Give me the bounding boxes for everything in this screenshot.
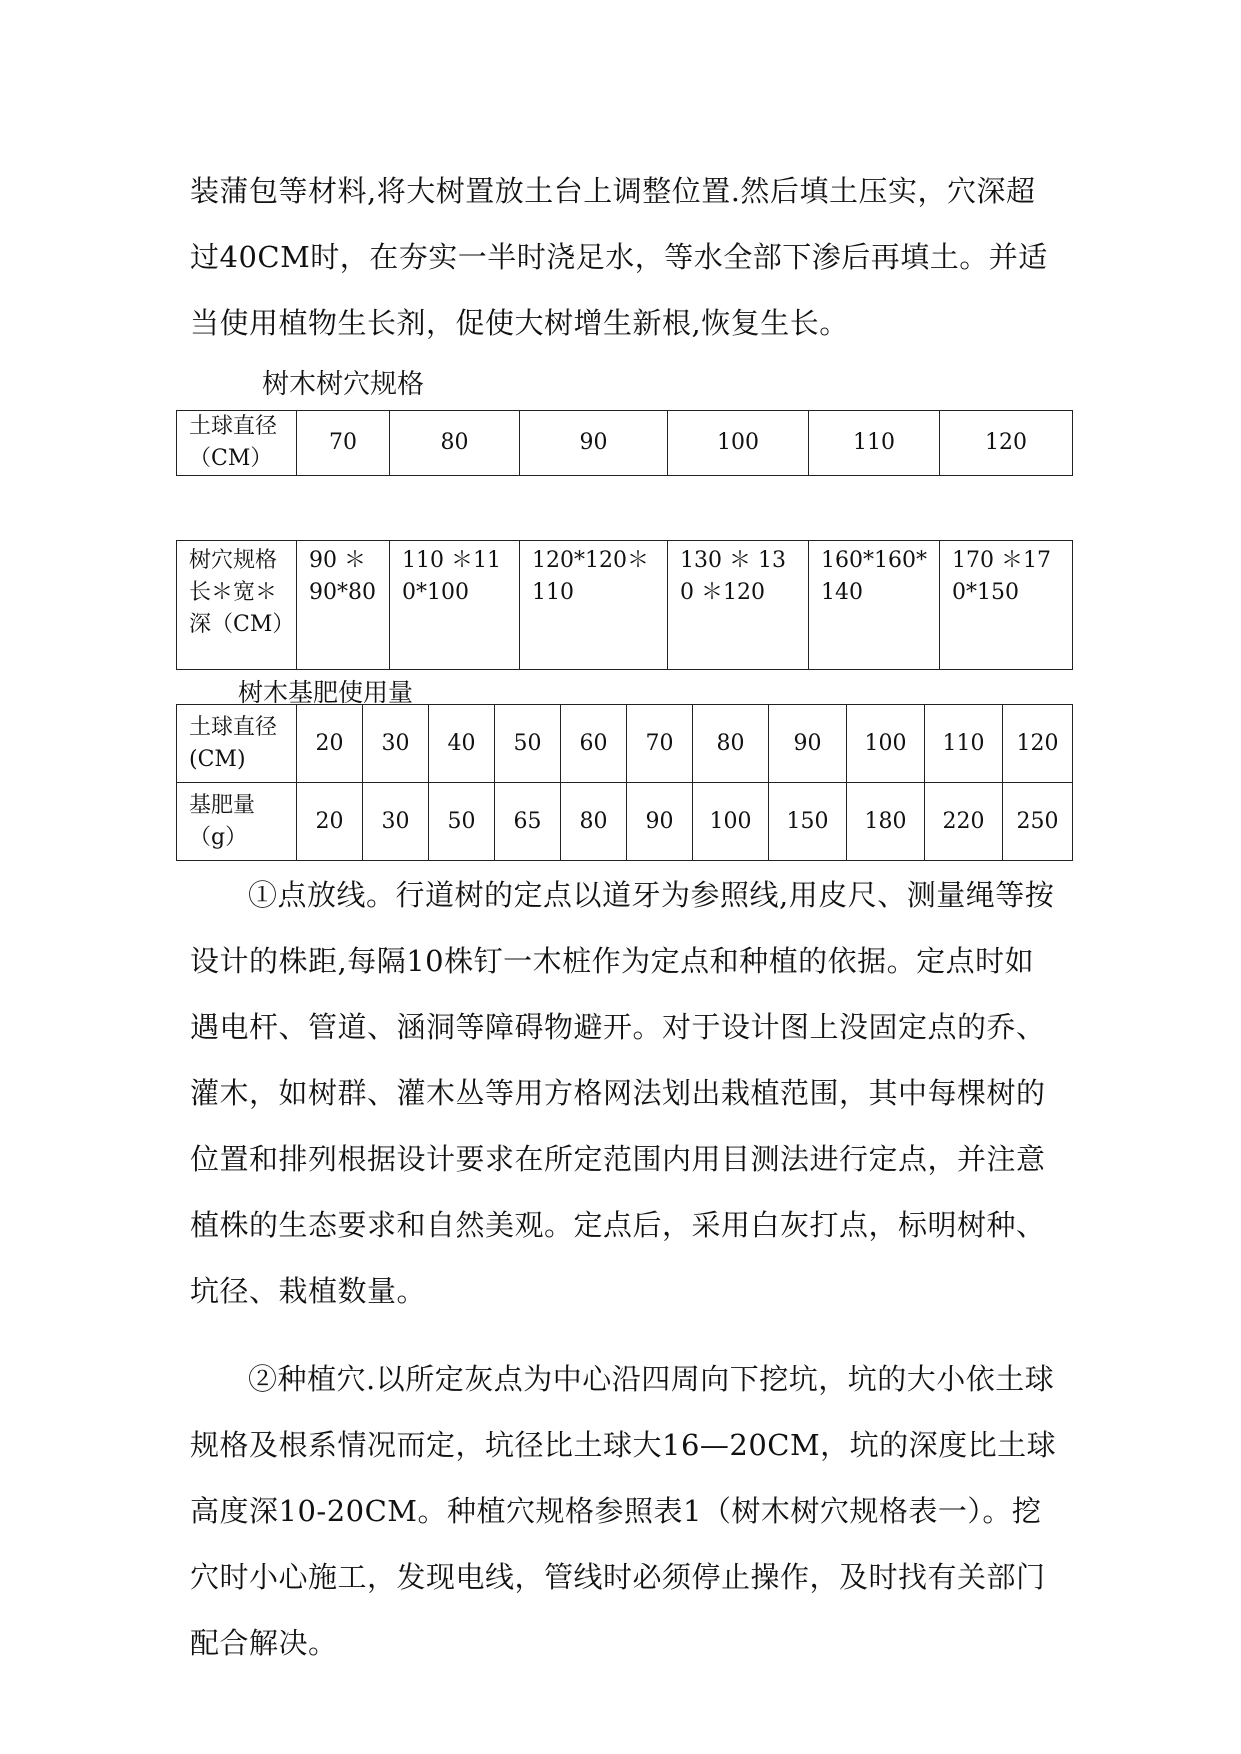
table-cell: 90	[627, 783, 693, 861]
table-cell: 170 ＊170*150	[940, 541, 1073, 670]
table-cell: 40	[429, 705, 495, 783]
table-cell: 120	[940, 411, 1073, 476]
table-cell: 110	[925, 705, 1003, 783]
table-cell: 90	[769, 705, 847, 783]
intro-paragraph: 装蒲包等材料,将大树置放土台上调整位置.然后填土压实，穴深超过40CM时，在夯实一半时浇足水，等水全部下渗后再填土。并适当使用植物生长剂，促使大树增生新根,恢复生长。	[190, 174, 1048, 340]
table-cell: 120	[1003, 705, 1073, 783]
table1-caption: 树木树穴规格	[262, 369, 424, 400]
table-cell: 60	[561, 705, 627, 783]
paragraph-staking: ①点放线。行道树的定点以道牙为参照线,用皮尺、测量绳等按设计的株距,每隔10株钉一木桩作为定点和种植的依据。定点时如遇电杆、管道、涵洞等障碍物避开。对于设计图上没固定点的乔、灌木，如树群、灌木丛等用方格网法划出栽植范围，其中每棵树的位置和排列根据设计要求在所定范围内用目测法进行定点，并注意植株的生态要求和自然美观。定点后，采用白灰打点，标明树种、坑径、栽植数量。	[190, 878, 1055, 1308]
table-cell: 80	[390, 411, 520, 476]
table-cell: 180	[847, 783, 925, 861]
table-cell: 20	[297, 783, 363, 861]
table-cell: 50	[429, 783, 495, 861]
table3-caption: 树木基肥使用量	[238, 678, 414, 707]
pit-spec-size-table	[176, 540, 1073, 670]
table-cell: 110	[809, 411, 940, 476]
table-row	[177, 783, 1073, 861]
table-cell: 90 ＊90*80	[297, 541, 390, 670]
table-cell: 100	[847, 705, 925, 783]
pit-size-label: 树穴规格长＊宽＊深（CM）	[177, 541, 297, 670]
table-cell: 20	[297, 705, 363, 783]
table-cell: 80	[561, 783, 627, 861]
table-cell: 50	[495, 705, 561, 783]
table-cell: 100	[693, 783, 769, 861]
table-cell: 110 ＊110*100	[390, 541, 520, 670]
table-cell: 120*120＊110	[520, 541, 668, 670]
table-cell: 160*160*140	[809, 541, 940, 670]
table-row	[177, 411, 1073, 476]
fertilizer-table	[176, 704, 1073, 861]
table-cell: 80	[693, 705, 769, 783]
table-cell: 90	[520, 411, 668, 476]
table-cell: 65	[495, 783, 561, 861]
ball-diameter-label: 土球直径（CM）	[177, 411, 297, 476]
ball-diameter-label: 土球直径(CM)	[177, 705, 297, 783]
table-cell: 130 ＊ 130 ＊120	[668, 541, 809, 670]
fertilizer-amount-label: 基肥量（g）	[177, 783, 297, 861]
table-row	[177, 705, 1073, 783]
table-cell: 30	[363, 783, 429, 861]
table-cell: 250	[1003, 783, 1073, 861]
table-cell: 150	[769, 783, 847, 861]
table-cell: 220	[925, 783, 1003, 861]
table-cell: 70	[297, 411, 390, 476]
pit-spec-ball-table	[176, 410, 1073, 476]
table-cell: 30	[363, 705, 429, 783]
paragraph-planting-pit: ②种植穴.以所定灰点为中心沿四周向下挖坑，坑的大小依土球规格及根系情况而定，坑径比土球大16—20CM，坑的深度比土球高度深10-20CM。种植穴规格参照表1（树木树穴规格表一）。挖穴时小心施工，发现电线，管线时必须停止操作，及时找有关部门配合解决。	[190, 1362, 1057, 1660]
table-cell: 100	[668, 411, 809, 476]
table-cell: 70	[627, 705, 693, 783]
table-row	[177, 541, 1073, 670]
